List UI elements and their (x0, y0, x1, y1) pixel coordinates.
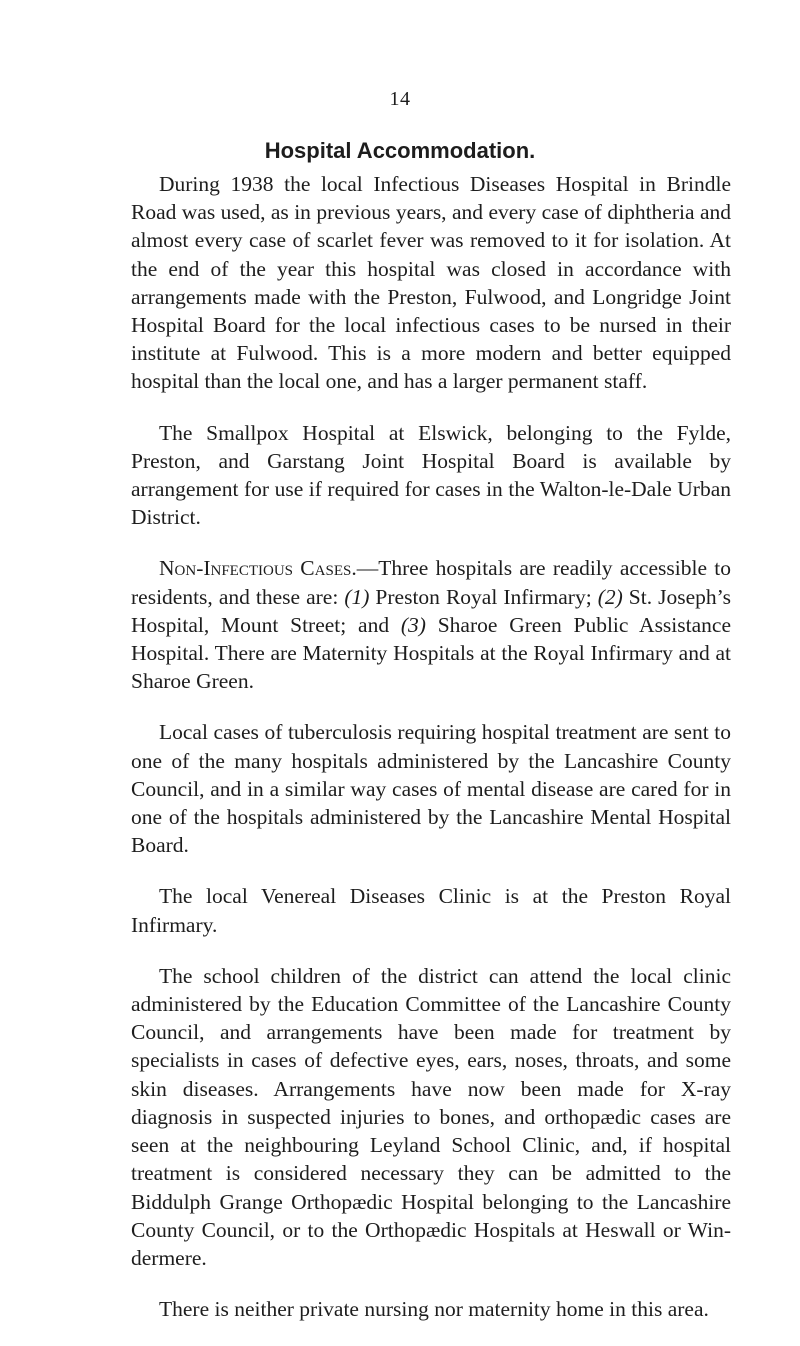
list-number: (1) (344, 584, 370, 609)
run-in-heading: Non-Infectious Cases. (159, 556, 357, 581)
list-number: (2) (597, 584, 623, 609)
body-text (131, 170, 731, 1346)
paragraph-text: St. Joseph’s Hospital, Mount Street; and (131, 584, 731, 637)
paragraph-non-infectious-cases (131, 554, 731, 695)
paragraph-school-children: The school children of the district can attend the local clinic administered by the Education Committee of the Lancashire County Council, and arrangements have been made for treatment by specialists in cases of defective eyes, ears, noses, throats, and some skin diseases. Arrangements have now been made for X-ray diagnosis in suspected injuries to bones, and orthopædic cases are seen at the neighbouring Leyland School Clinic, and, if hospital treatment is considered necessary they can be admitted to the Biddulph Grange Orthopædic Hospital belonging to the Lancashire County Council, or to the Orthopædic Hospitals at Heswall or Windermere. (131, 963, 731, 1270)
paragraph-text: Sharoe Green Public Assistance Hospital. There are Maternity Hospitals at the Royal Infirmary and at Sharoe Green. (131, 612, 731, 694)
paragraph-venereal-diseases-clinic: The local Venereal Diseases Clinic is at the Preston Royal Infirmary. (131, 884, 731, 937)
paragraph-tuberculosis: Local cases of tuberculosis requiring hospital treatment are sent to one of the many hospitals administered by the Lancashire County Council, and in a similar way cases of mental disease are cared for in one of the hospitals administered by the Lancashire Mental Hospital Board. (131, 720, 731, 858)
section-title: Hospital Accommodation. (264, 138, 536, 163)
paragraph-smallpox-hospital: The Smallpox Hospital at Elswick, belonging to the Fylde, Preston, and Garstang Joint Hospital Board is available by arrangement for use if required for cases in the Walton-le-Dale Urban District. (131, 420, 731, 530)
list-number: (3) (400, 612, 426, 637)
paragraph-nursing-home: There is neither private nursing nor maternity home in this area. (159, 1297, 709, 1322)
paragraph-text: —Three hospitals are readily accessible to residents, and these are: (131, 556, 731, 609)
paragraph-text: Preston Royal Infirmary; (369, 584, 598, 609)
page-number: 14 (389, 88, 411, 110)
paragraph-infectious-diseases-hospital: During 1938 the local Infectious Diseases Hospital in Brindle Road was used, as in previous years, and every case of diphtheria and almost every case of scarlet fever was removed to it for isolation. At the end of the year this hospital was closed in accordance with arrangements made with the Preston, Fulwood, and Longridge Joint Hospital Board for the local infectious cases to be nursed in their institute at Fulwood. This is a more modern and better equipped hospital than the local one, and has a larger permanent staff. (131, 172, 731, 394)
